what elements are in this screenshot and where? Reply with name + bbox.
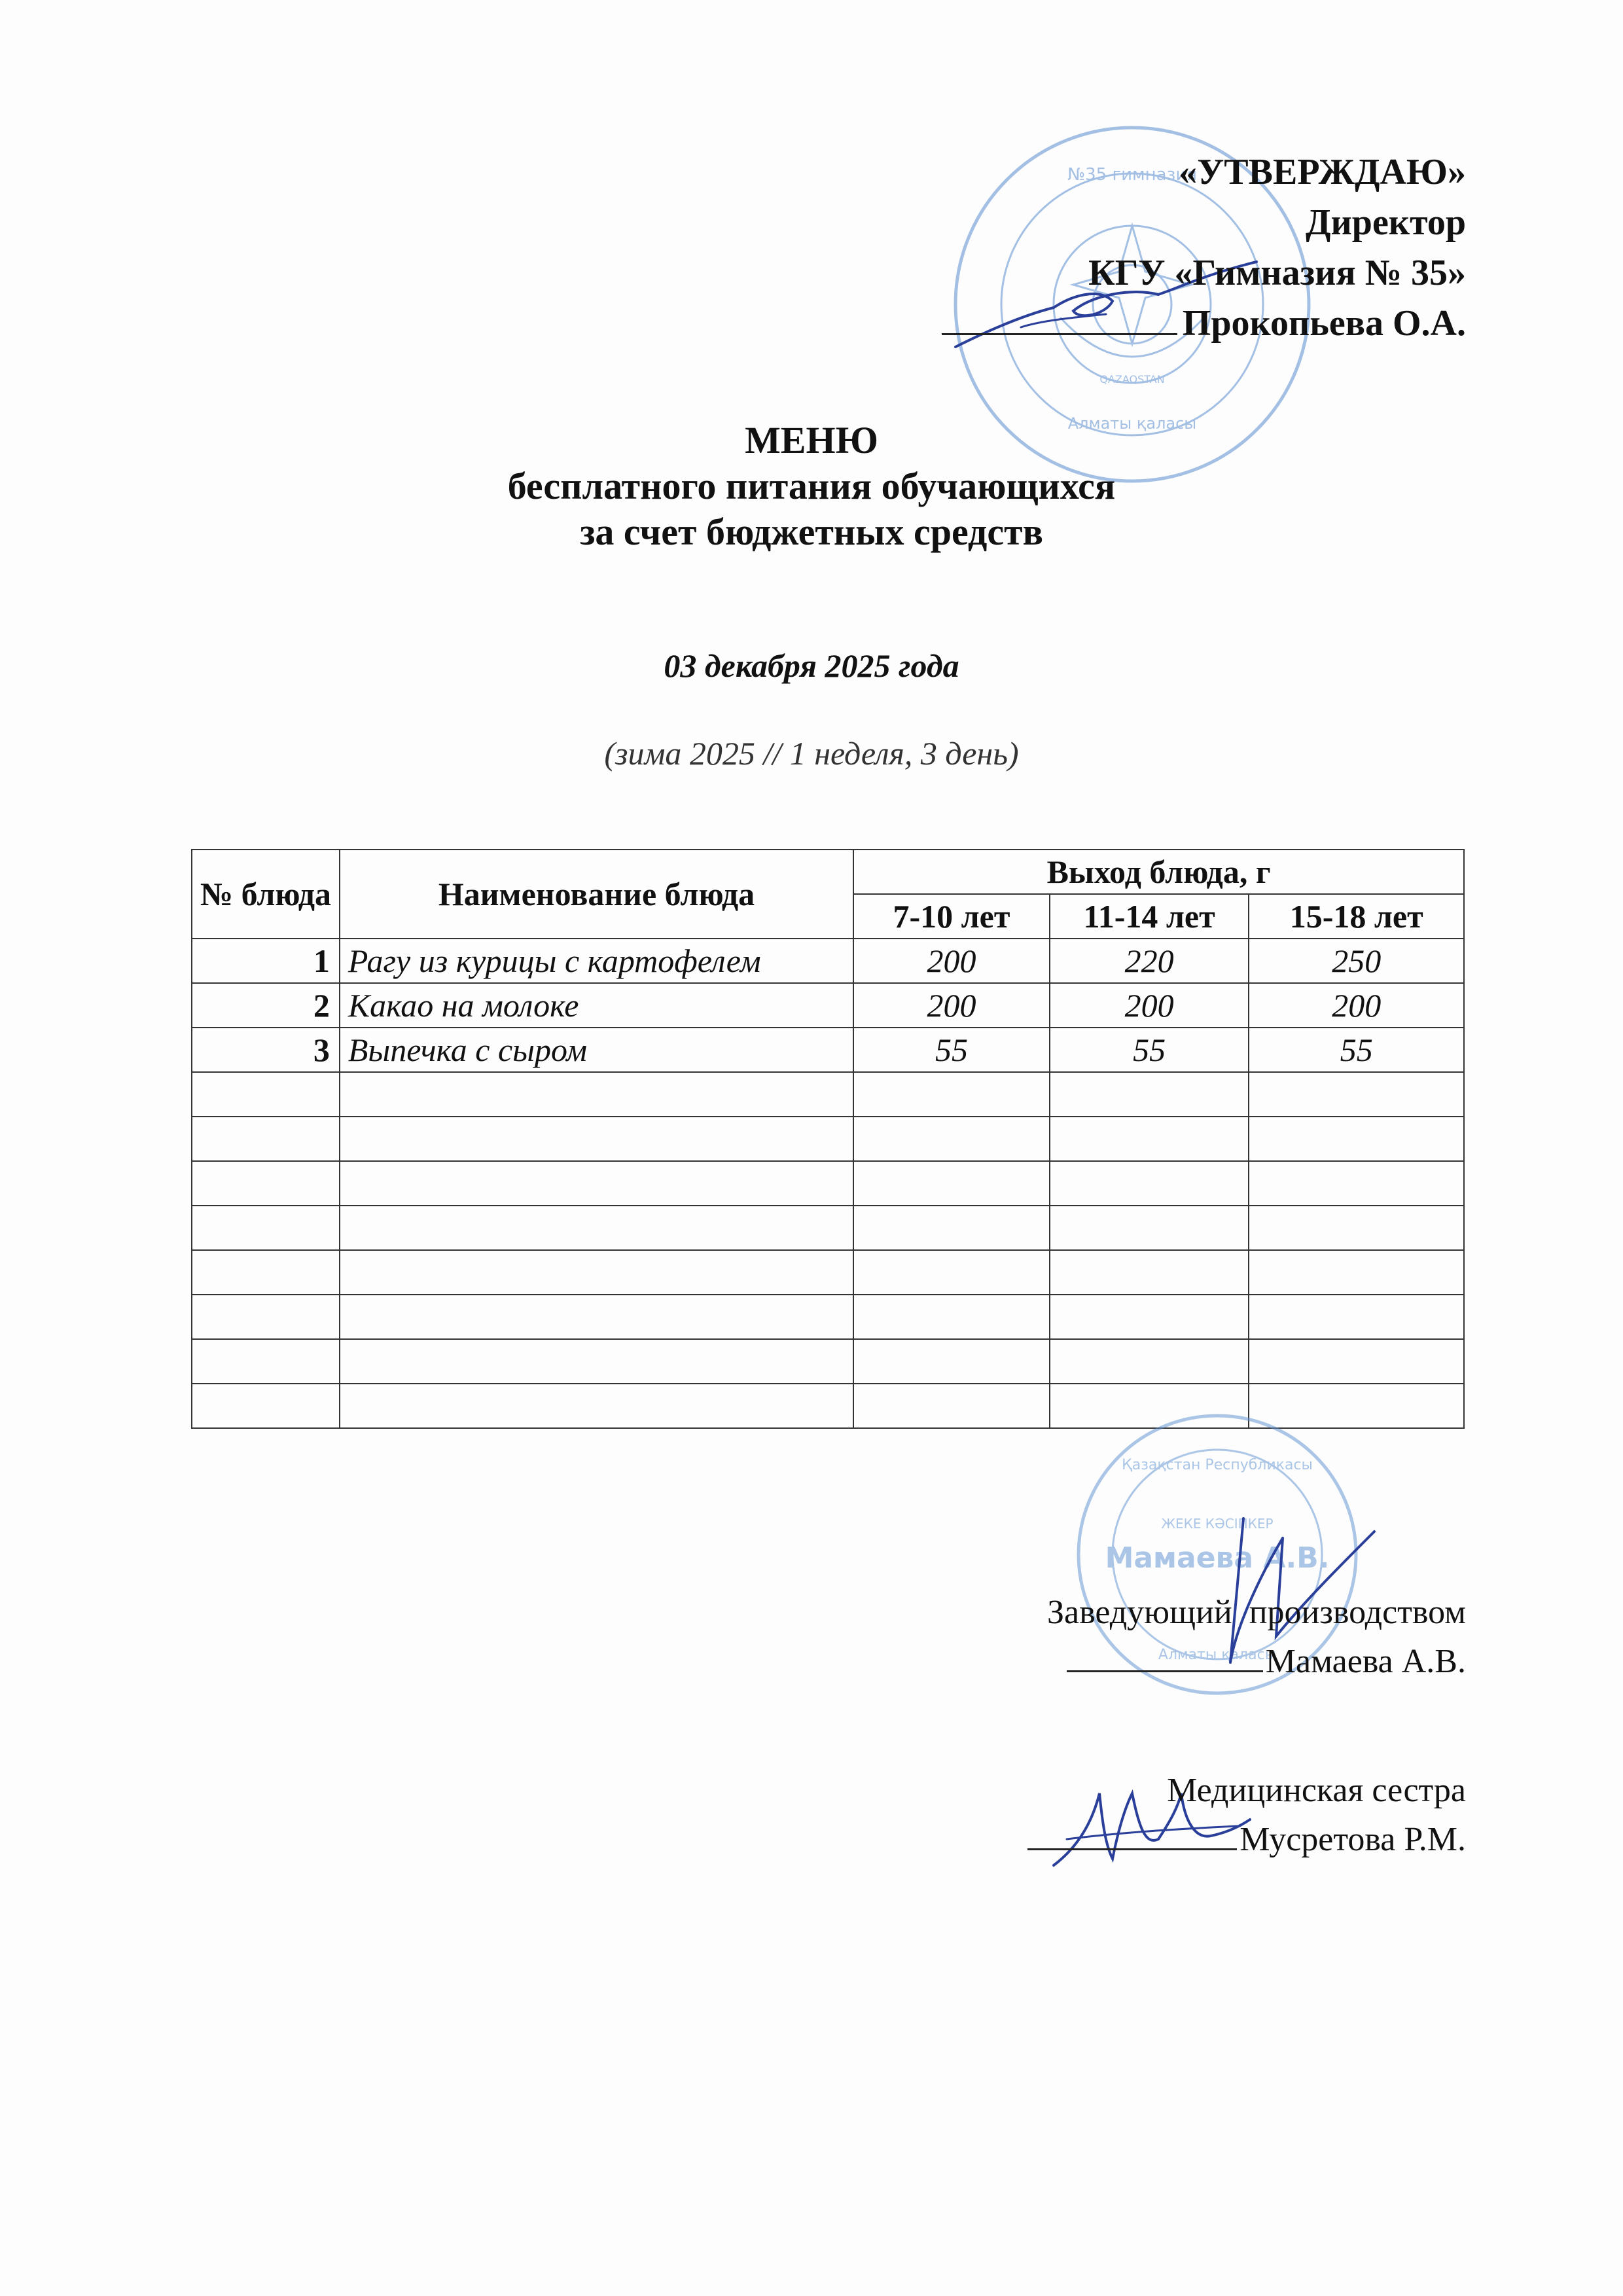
header-age-15-18: 15-18 лет bbox=[1249, 894, 1464, 939]
nurse-name: Мусретова Р.М. bbox=[1240, 1821, 1466, 1858]
dish-output-11-14: 220 bbox=[1050, 939, 1249, 983]
menu-period: (зима 2025 // 1 неделя, 3 день) bbox=[604, 735, 1019, 772]
signature-line bbox=[942, 299, 1177, 335]
production-head-title: Заведующий производством bbox=[1046, 1594, 1466, 1631]
dish-number: 2 bbox=[192, 983, 340, 1028]
nurse-title: Медицинская сестра bbox=[1167, 1772, 1466, 1809]
header-dish-number: № блюда bbox=[192, 850, 340, 939]
title-line-1: МЕНЮ bbox=[745, 419, 878, 461]
dish-name: Рагу из курицы с картофелем bbox=[340, 939, 853, 983]
empty-table-row bbox=[192, 1295, 1464, 1339]
table-header-row bbox=[192, 850, 1464, 894]
approval-signatory-name: Прокопьева О.А. bbox=[1182, 303, 1466, 344]
production-head-block bbox=[1047, 1589, 1466, 1685]
table-row bbox=[192, 939, 1464, 983]
empty-table-row bbox=[192, 1161, 1464, 1206]
dish-name: Какао на молоке bbox=[340, 983, 853, 1028]
table-row bbox=[192, 1028, 1464, 1072]
approval-organization: КГУ «Гимназия № 35» bbox=[1088, 253, 1466, 293]
menu-table bbox=[191, 849, 1465, 1429]
svg-text:QAZAQSTAN: QAZAQSTAN bbox=[1099, 373, 1165, 386]
header-dish-name: Наименование блюда bbox=[340, 850, 853, 939]
svg-text:Мамаева А.В.: Мамаева А.В. bbox=[1105, 1541, 1330, 1575]
production-head-name: Мамаева А.В. bbox=[1265, 1643, 1466, 1680]
dish-output-11-14: 55 bbox=[1050, 1028, 1249, 1072]
approval-block bbox=[812, 147, 1466, 349]
nurse-block bbox=[1027, 1767, 1466, 1863]
header-output: Выход блюда, г bbox=[853, 850, 1464, 894]
empty-table-row bbox=[192, 1339, 1464, 1384]
dish-output-15-18: 55 bbox=[1249, 1028, 1464, 1072]
approval-heading: «УТВЕРЖДАЮ» bbox=[1179, 152, 1466, 192]
signature-line bbox=[1067, 1636, 1263, 1672]
dish-name: Выпечка с сыром bbox=[340, 1028, 853, 1072]
title-line-3: за счет бюджетных средств bbox=[580, 511, 1043, 553]
dish-output-11-14: 200 bbox=[1050, 983, 1249, 1028]
dish-output-7-10: 200 bbox=[853, 983, 1050, 1028]
svg-text:Алматы қаласы: Алматы қаласы bbox=[1158, 1647, 1277, 1663]
menu-date: 03 декабря 2025 года bbox=[664, 647, 959, 684]
dish-output-7-10: 200 bbox=[853, 939, 1050, 983]
svg-text:ЖЕКЕ КӘСІПКЕР: ЖЕКЕ КӘСІПКЕР bbox=[1161, 1516, 1274, 1532]
document-title bbox=[0, 418, 1623, 555]
nurse-signatory bbox=[1027, 1814, 1466, 1863]
production-head-signatory bbox=[1047, 1636, 1466, 1685]
svg-text:Қазақстан Республикасы: Қазақстан Республикасы bbox=[1122, 1457, 1313, 1473]
approval-position: Директор bbox=[1306, 202, 1466, 243]
title-line-2: бесплатного питания обучающихся bbox=[507, 465, 1116, 507]
empty-table-row bbox=[192, 1117, 1464, 1161]
empty-table-row bbox=[192, 1206, 1464, 1250]
svg-text:№35 гимназия: №35 гимназия bbox=[1067, 165, 1197, 185]
table-row bbox=[192, 983, 1464, 1028]
empty-table-row bbox=[192, 1250, 1464, 1295]
dish-output-7-10: 55 bbox=[853, 1028, 1050, 1072]
dish-output-15-18: 200 bbox=[1249, 983, 1464, 1028]
signature-line bbox=[1027, 1814, 1237, 1850]
dish-output-15-18: 250 bbox=[1249, 939, 1464, 983]
approval-signatory bbox=[812, 298, 1466, 349]
empty-table-row bbox=[192, 1072, 1464, 1117]
svg-text:Алматы қаласы: Алматы қаласы bbox=[1067, 414, 1197, 433]
dish-number: 3 bbox=[192, 1028, 340, 1072]
header-age-7-10: 7-10 лет bbox=[853, 894, 1050, 939]
header-age-11-14: 11-14 лет bbox=[1050, 894, 1249, 939]
dish-number: 1 bbox=[192, 939, 340, 983]
